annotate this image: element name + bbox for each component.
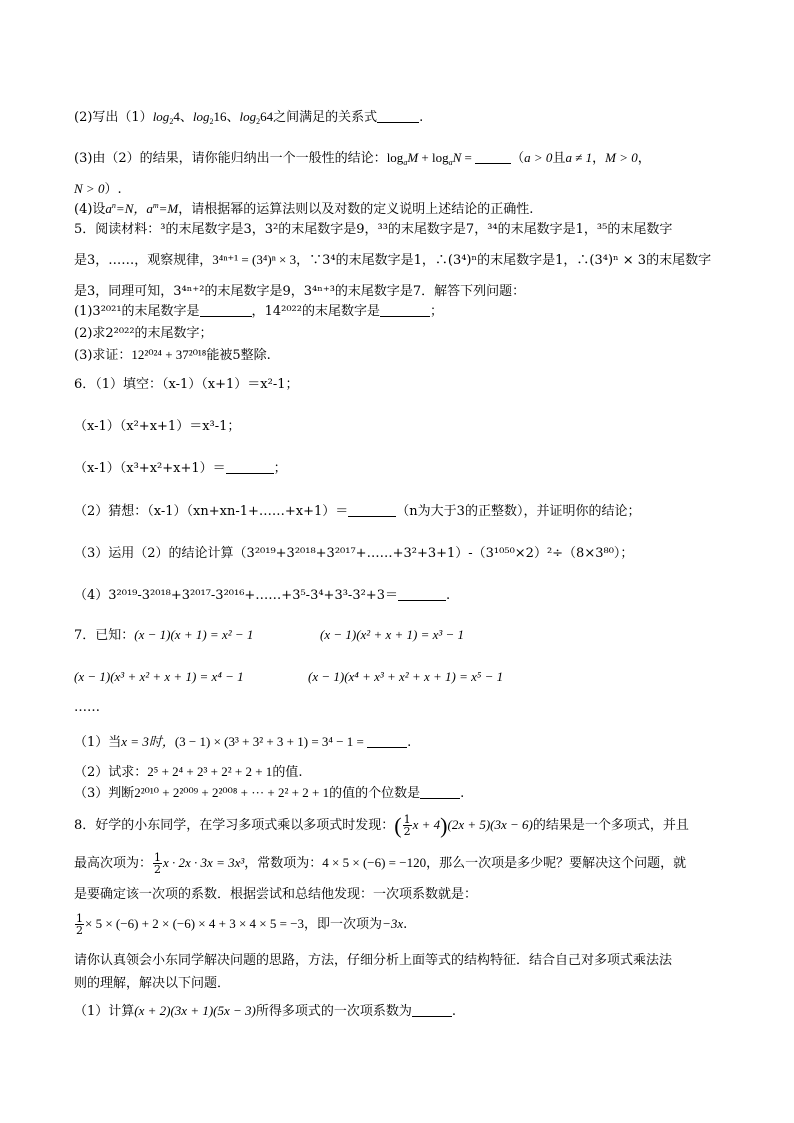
q7-dots: …… (74, 700, 100, 715)
q8-line5: 请你认真领会小东同学解决问题的思路，方法，仔细分析上面等式的结构特征．结合自己对多项式乘法法 (74, 953, 673, 968)
answer-blank[interactable] (412, 1003, 452, 1017)
answer-blank[interactable] (348, 503, 396, 517)
q6-line5: （3）运用（2）的结论计算（3²⁰¹⁹+3²⁰¹⁸+3²⁰¹⁷+……+3²+3+1）-（3¹⁰⁵⁰×2）²÷（8×3⁸⁰）； (74, 546, 634, 561)
q4-part3: (3)由（2）的结果，请你能归纳出一个一般性的结论：$\log_aM + \log_aN = (a > 0$且a ≠ 1，M > 0， (74, 150, 651, 167)
answer-blank[interactable] (367, 734, 407, 748)
q7-line4: （1）当x = 3时，(3 − 1) × (3³ + 3² + 3 + 1) = 3⁴ − 1 = . (74, 734, 412, 750)
answer-blank[interactable] (475, 150, 511, 164)
q6-line3: （x-1）（x³+x²+x+1）＝ ； (74, 461, 287, 476)
q4-part3-cont: N > 0）. (74, 181, 122, 197)
fraction: $\frac{1}{2}$ (76, 912, 83, 937)
q8-line3: 是要确定该一次项的系数．根据尝试和总结他发现：一次项系数就是： (74, 887, 478, 902)
q6-line4: （2）猜想：（x-1）（xn+xn-1+……+x+1）＝ （n为大于3的正整数），并证明你的结论； (74, 504, 641, 519)
q8-line7: （1）计算(x + 2)(3x + 1)(5x − 3)所得多项式的一次项系数为 . (74, 1003, 457, 1019)
q7-line1: 7．已知：(x − 1)(x + 1) = x² − 1 (x − 1)(x² + x + 1) = x³ − 1 (74, 627, 465, 643)
q4-part2: (2)写出$(1)\log_24$、$\log_216$、$\log_264$之间满足的关系式 . (74, 109, 424, 126)
q8-line2: 最高次项为： $\frac{1}{2}$ x · 2x · 3x = 3x³，常数项为：4 × 5 × (−6) = −120，那么一次项是多少呢？要解决这个问题，就 (74, 851, 687, 876)
q5-line3: 是3，同理可知，3⁴ⁿ⁺²的末尾数字是9，3⁴ⁿ⁺³的末尾数字是7．解答下列问题： (74, 284, 526, 299)
q4-part4: (4)设$a^n=N$，$a^m=M$，请根据幂的运算法则以及对数的定义说明上述结论的正确性. (74, 201, 534, 217)
q5-line2: 是3，……，观察规律，3⁴ⁿ⁺¹ = (3⁴)ⁿ × 3，∵3⁴的末尾数字是1，∴(3⁴)ⁿ的末尾数字是1，∴(3⁴)ⁿ × 3的末尾数字 (74, 252, 712, 268)
q7-line6: （3）判断2²⁰¹⁰ + 2²⁰⁰⁹ + 2²⁰⁰⁸ + ··· + 2² + 2 + 1的值的个位数是 . (74, 785, 465, 801)
answer-blank[interactable] (377, 109, 419, 123)
q5-line4: (1)3²⁰²¹的末尾数字是 ，14²⁰²²的末尾数字是 ； (74, 304, 443, 319)
q7-line2: (x − 1)(x³ + x² + x + 1) = x⁴ − 1 (x − 1)(x⁴ + x³ + x² + x + 1) = x⁵ − 1 (74, 669, 504, 684)
answer-blank[interactable] (420, 785, 460, 799)
q8-line4: $\frac{1}{2}$ × 5 × (−6) + 2 × (−6) × 4 + 3 × 4 × 5 = −3，即一次项为−3x. (76, 912, 408, 937)
fraction: $\frac{1}{2}$ (154, 851, 162, 876)
q5-line5: (2)求2²⁰²²的末尾数字； (74, 326, 213, 341)
q6-line2: （x-1）（x²+x+1）＝x³-1； (74, 419, 241, 434)
q8-line1: 8．好学的小东同学，在学习多项式乘以多项式时发现：( $\frac{1}{2}$ x + 4)(2x + 5)(3x − 6)的结果是一个多项式，并且 (74, 813, 689, 838)
answer-blank[interactable] (380, 303, 430, 317)
q5-line6: (3)求证：12²⁰²⁴ + 37²⁰¹⁸能被5整除. (74, 347, 271, 363)
fraction: $\frac{1}{2}$ (403, 813, 411, 838)
q7-line5: （2）试求：2⁵ + 2⁴ + 2³ + 2² + 2 + 1的值. (74, 764, 303, 780)
q8-line6: 则的理解，解决以下问题． (74, 976, 231, 991)
answer-blank[interactable] (226, 460, 274, 474)
q6-line6: （4）3²⁰¹⁹-3²⁰¹⁸+3²⁰¹⁷-3²⁰¹⁶+……+3⁵-3⁴+3³-3²+3＝ . (74, 588, 451, 603)
answer-blank[interactable] (200, 303, 252, 317)
q6-line1: 6．（1）填空：（x-1）（x+1）＝x²-1； (74, 377, 299, 392)
answer-blank[interactable] (398, 587, 446, 601)
q5-line1: 5．阅读材料：³的末尾数字是3，3²的末尾数字是9，³³的末尾数字是7，³⁴的末尾数字是1，³⁵的末尾数字 (74, 222, 673, 237)
